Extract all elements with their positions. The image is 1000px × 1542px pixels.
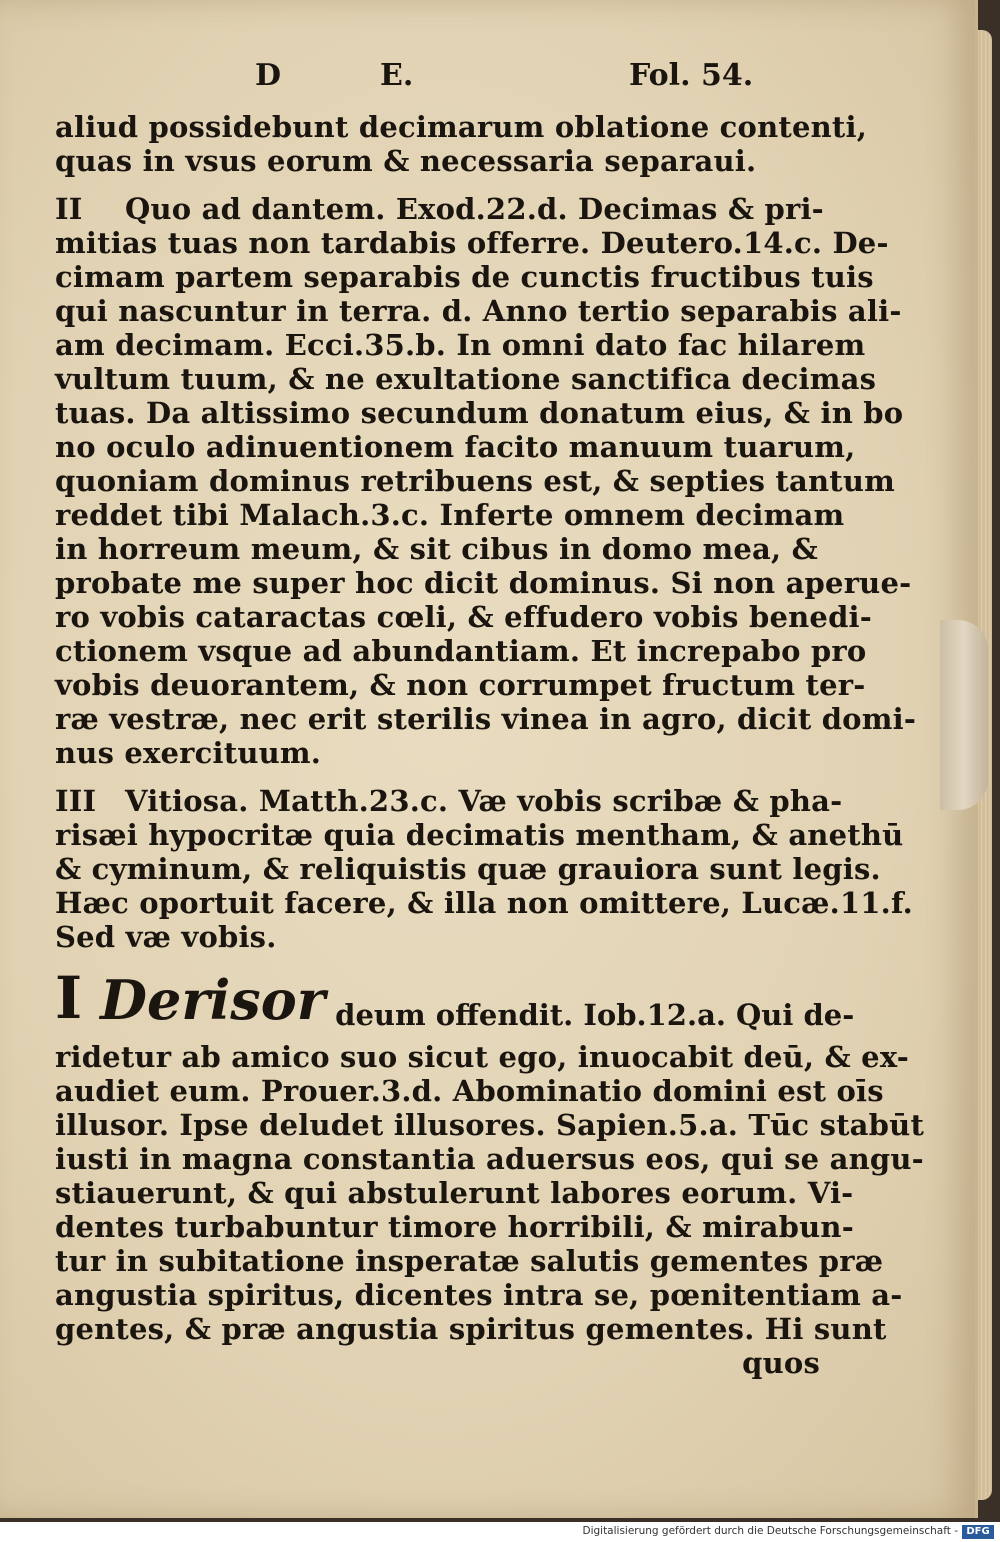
text-line: mitias tuas non tardabis offerre. Deutero.14.c. De- <box>55 226 889 260</box>
folio-number: Fol. 54. <box>629 58 754 93</box>
text-line: tur in subitatione insperatæ salutis gementes præ <box>55 1244 884 1278</box>
text-line: probate me super hoc dicit dominus. Si non aperue- <box>55 566 912 600</box>
text-area <box>55 58 925 1380</box>
text-line: ctionem vsque ad abundantiam. Et increpabo pro <box>55 634 867 668</box>
page-clip <box>940 620 988 810</box>
text-line: am decimam. Ecci.35.b. In omni dato fac hilarem <box>55 328 866 362</box>
text-line: Vitiosa. Matth.23.c. Væ vobis scribæ & pha- <box>125 784 843 818</box>
text-line: ro vobis cataractas cœli, & effudero vobis benedi- <box>55 600 873 634</box>
text-line: angustia spiritus, dicentes intra se, pœnitentiam a- <box>55 1278 903 1312</box>
text-line: iusti in magna constantia aduersus eos, qui se angu- <box>55 1142 924 1176</box>
text-line: ræ vestræ, nec erit sterilis vinea in agro, dicit domi- <box>55 702 917 736</box>
text-line: vultum tuum, & ne exultatione sanctifica decimas <box>55 362 877 396</box>
text-line: reddet tibi Malach.3.c. Inferte omnem decimam <box>55 498 845 532</box>
text-line: deum offendit. Iob.12.a. Qui de- <box>335 998 855 1032</box>
catchword: quos <box>742 1346 820 1380</box>
paragraph-continuation <box>55 110 867 178</box>
entry-heading: Derisor <box>100 968 326 1032</box>
text-line: audiet eum. Prouer.3.d. Abominatio domini est oīs <box>55 1074 884 1108</box>
section-number: II <box>55 192 83 226</box>
text-line: cimam partem separabis de cunctis fructibus tuis <box>55 260 874 294</box>
funding-notice: Digitalisierung gefördert durch die Deutsche Forschungsgemeinschaft - <box>582 1525 958 1537</box>
text-line: & cyminum, & reliquistis quæ grauiora sunt legis. <box>55 852 881 886</box>
text-line: in horreum meum, & sit cibus in domo mea, & <box>55 532 819 566</box>
text-line: vobis deuorantem, & non corrumpet fructum ter- <box>55 668 866 702</box>
paragraph-iii <box>55 784 913 954</box>
text-line: Sed væ vobis. <box>55 920 277 954</box>
text-line: Quo ad dantem. Exod.22.d. Decimas & pri- <box>125 192 824 226</box>
text-line: illusor. Ipse deludet illusores. Sapien.5.a. Tūc stabūt <box>55 1108 925 1142</box>
entry-number: I <box>55 964 83 1032</box>
text-line: aliud possidebunt decimarum oblatione contenti, <box>55 110 867 144</box>
text-line: nus exercituum. <box>55 736 322 770</box>
text-line: ridetur ab amico suo sicut ego, inuocabit deū, & ex- <box>55 1040 910 1074</box>
running-header <box>55 58 820 110</box>
section-number: III <box>55 784 97 818</box>
text-line: stiauerunt, & qui abstulerunt labores eorum. Vi- <box>55 1176 854 1210</box>
entry-derisor <box>55 964 925 1380</box>
text-line: qui nascuntur in terra. d. Anno tertio separabis ali- <box>55 294 902 328</box>
footer-bar <box>0 1522 1000 1542</box>
text-line: quas in vsus eorum & necessaria separaui. <box>55 144 757 178</box>
text-line: gentes, & præ angustia spiritus gementes. Hi sunt <box>55 1312 887 1346</box>
text-line: risæi hypocritæ quia decimatis mentham, & anethū <box>55 818 904 852</box>
text-line: no oculo adinuentionem facito manuum tuarum, <box>55 430 856 464</box>
header-signature-d: D <box>255 58 282 93</box>
paragraph-ii <box>55 192 917 770</box>
text-line: Hæc oportuit facere, & illa non omittere, Lucæ.11.f. <box>55 886 913 920</box>
text-line: dentes turbabuntur timore horribili, & mirabun- <box>55 1210 854 1244</box>
header-signature-e: E. <box>380 58 414 93</box>
text-line: quoniam dominus retribuens est, & septies tantum <box>55 464 896 498</box>
dfg-logo: DFG <box>962 1525 994 1539</box>
text-line: tuas. Da altissimo secundum donatum eius, & in bo <box>55 396 904 430</box>
